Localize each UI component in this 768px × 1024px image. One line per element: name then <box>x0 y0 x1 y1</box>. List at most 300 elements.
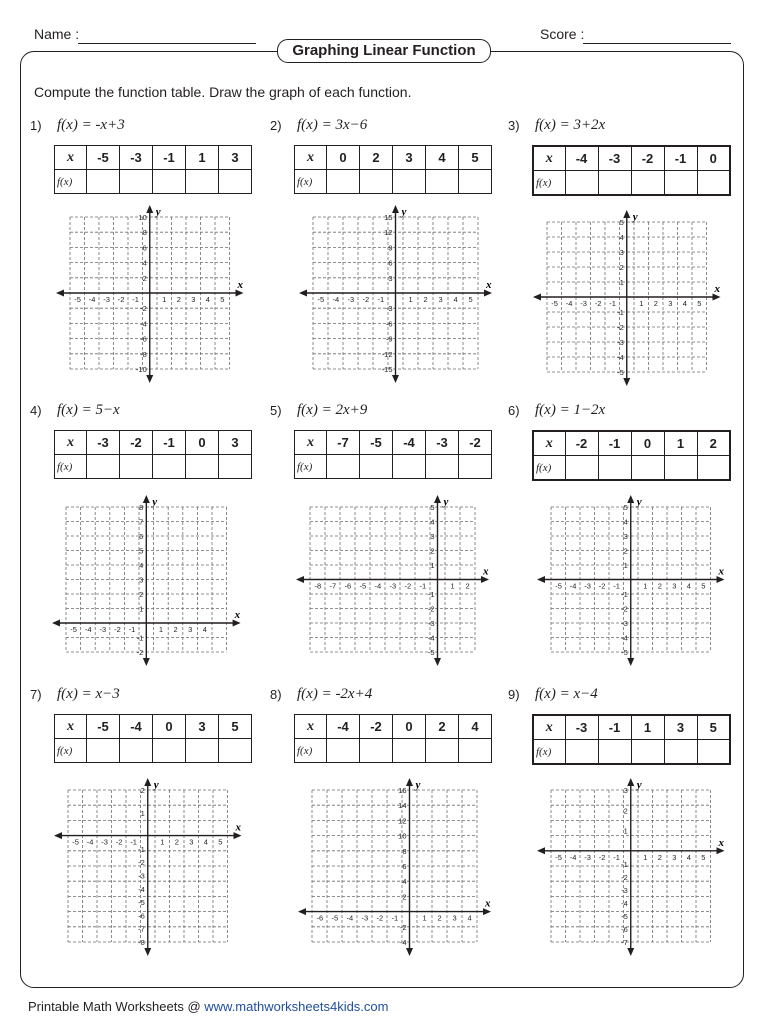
fx-answer-cell[interactable] <box>664 456 697 481</box>
x-value-cell: -7 <box>327 431 360 455</box>
x-tick-label: 1 <box>158 625 164 634</box>
x-tick-label: -3 <box>103 295 110 304</box>
x-tick-label: 1 <box>408 295 413 304</box>
x-tick-label: 4 <box>202 625 207 634</box>
x-value-cell: 3 <box>393 146 426 170</box>
y-tick-label: -1 <box>617 308 624 317</box>
y-tick-label: -6 <box>140 334 147 344</box>
fx-answer-cell[interactable] <box>393 455 426 479</box>
x-value-cell: -4 <box>565 146 598 171</box>
y-axis-label: y <box>636 496 642 508</box>
fx-answer-cell[interactable] <box>186 170 219 194</box>
x-value-cell: -4 <box>327 715 360 739</box>
y-tick-label: -12 <box>381 349 393 359</box>
x-axis-label: x <box>483 565 489 578</box>
x-value-cell: -1 <box>153 431 186 455</box>
x-value-cell: -2 <box>360 715 393 739</box>
x-tick-label: 5 <box>701 581 706 591</box>
y-tick-label: -4 <box>399 938 407 947</box>
y-tick-label: -2 <box>399 922 407 932</box>
y-tick-label: 3 <box>139 575 144 585</box>
x-value-cell: -4 <box>393 431 426 455</box>
fx-answer-cell[interactable] <box>426 170 459 194</box>
y-tick-label: 1 <box>623 561 628 570</box>
fx-answer-cell[interactable] <box>327 455 360 479</box>
fx-answer-cell[interactable] <box>87 455 120 479</box>
x-value-cell: 3 <box>664 715 697 740</box>
fx-answer-cell[interactable] <box>219 455 252 479</box>
coordinate-grid[interactable] <box>532 210 732 390</box>
x-axis-label: x <box>714 283 720 295</box>
function-table <box>532 430 731 481</box>
x-tick-label: -8 <box>314 581 322 591</box>
y-tick-label: 2 <box>140 786 145 795</box>
axis-arrowhead <box>144 778 151 786</box>
y-tick-label: 6 <box>402 862 407 871</box>
y-tick-label: -3 <box>427 619 435 628</box>
x-tick-label: -5 <box>331 913 339 923</box>
y-tick-label: 1 <box>139 604 144 614</box>
x-value-cell: -2 <box>631 146 664 171</box>
y-tick-label: -4 <box>140 319 147 329</box>
y-tick-label: 12 <box>398 816 407 826</box>
function-expression: f(x) = -2x+4 <box>297 686 373 702</box>
x-tick-label: 1 <box>450 581 455 591</box>
y-tick-label: 3 <box>619 248 624 257</box>
coordinate-grid[interactable] <box>536 495 736 670</box>
x-tick-label: -5 <box>359 581 367 591</box>
y-tick-label: -9 <box>385 334 393 344</box>
x-axis-label: x <box>718 565 724 578</box>
y-tick-label: -6 <box>138 911 145 921</box>
fx-answer-cell[interactable] <box>631 740 664 765</box>
y-tick-label: 3 <box>430 532 435 541</box>
fx-answer-cell[interactable] <box>327 739 360 763</box>
axis-arrowhead <box>299 290 307 297</box>
x-value-cell: 2 <box>360 146 393 170</box>
y-tick-label: 4 <box>623 517 628 527</box>
x-tick-label: 4 <box>205 295 210 304</box>
x-tick-label: -4 <box>88 295 96 304</box>
problem-number: 7) <box>30 687 42 702</box>
x-value-cell: -5 <box>87 146 120 170</box>
y-tick-label: 1 <box>140 808 145 818</box>
y-tick-label: 6 <box>388 258 393 268</box>
problem-number: 3) <box>508 118 520 133</box>
function-expression: f(x) = 2x+9 <box>297 402 368 418</box>
axis-arrowhead <box>406 948 413 956</box>
x-tick-label: -1 <box>419 581 427 591</box>
y-tick-label: -2 <box>621 872 628 882</box>
fx-answer-cell[interactable] <box>565 171 598 196</box>
function-table <box>294 714 492 763</box>
x-tick-label: 2 <box>174 837 179 847</box>
y-tick-label: -1 <box>621 590 628 599</box>
x-tick-label: -4 <box>569 581 577 591</box>
fx-header: f(x) <box>533 171 565 196</box>
y-tick-label: 2 <box>623 546 628 556</box>
axis-arrowhead <box>623 378 630 386</box>
fx-answer-cell[interactable] <box>426 455 459 479</box>
axis-arrowhead <box>434 658 441 666</box>
x-tick-label: -2 <box>117 295 125 304</box>
axis-arrowhead <box>627 948 634 956</box>
function-table <box>294 145 492 194</box>
y-tick-label: -8 <box>138 938 145 947</box>
x-header: x <box>295 431 327 455</box>
coordinate-grid[interactable] <box>298 205 503 387</box>
x-header: x <box>533 431 565 456</box>
x-tick-label: -3 <box>101 837 108 847</box>
y-tick-label: 16 <box>398 786 407 795</box>
y-axis-label: y <box>153 779 159 791</box>
coordinate-grid[interactable] <box>295 495 500 670</box>
fx-header: f(x) <box>295 455 327 479</box>
x-tick-label: 1 <box>643 581 648 591</box>
axis-arrowhead <box>296 576 304 583</box>
function-expression: f(x) = 1−2x <box>535 402 606 418</box>
fx-answer-cell[interactable] <box>153 739 186 763</box>
y-tick-label: -5 <box>138 898 145 908</box>
x-tick-label: 2 <box>437 913 442 923</box>
y-tick-label: 2 <box>619 263 624 272</box>
fx-answer-cell[interactable] <box>664 740 697 765</box>
x-value-cell: -1 <box>153 146 186 170</box>
fx-answer-cell[interactable] <box>565 456 598 481</box>
x-tick-label: -6 <box>344 581 352 591</box>
y-axis-label: y <box>636 779 642 791</box>
y-tick-label: -4 <box>138 884 145 894</box>
x-tick-label: 5 <box>697 299 702 308</box>
problem-number: 9) <box>508 687 520 702</box>
x-tick-label: 2 <box>465 581 470 591</box>
y-tick-label: 8 <box>142 228 147 238</box>
problem-number: 4) <box>30 403 42 418</box>
x-tick-label: 2 <box>423 295 428 304</box>
y-tick-label: -2 <box>617 323 624 332</box>
y-tick-label: 12 <box>384 228 393 238</box>
coordinate-grid[interactable] <box>297 778 502 960</box>
y-tick-label: 1 <box>623 826 628 836</box>
fx-answer-cell[interactable] <box>459 739 492 763</box>
x-header: x <box>55 715 87 739</box>
y-tick-label: 2 <box>402 892 407 902</box>
x-tick-label: -5 <box>317 295 325 304</box>
y-tick-label: -3 <box>617 338 624 347</box>
fx-header: f(x) <box>55 455 87 479</box>
y-tick-label: -7 <box>621 938 628 947</box>
y-tick-label: 5 <box>430 503 435 512</box>
x-tick-label: 2 <box>657 852 662 862</box>
y-axis-label: y <box>632 211 638 223</box>
x-header: x <box>55 431 87 455</box>
axis-arrowhead <box>537 576 545 583</box>
y-tick-label: -2 <box>427 604 435 614</box>
x-tick-label: 5 <box>218 837 223 847</box>
axis-arrowhead <box>52 620 60 627</box>
y-tick-label: 4 <box>402 877 407 887</box>
y-tick-label: -2 <box>136 648 144 657</box>
y-tick-label: 14 <box>398 801 407 811</box>
y-tick-label: 2 <box>430 546 435 556</box>
fx-answer-cell[interactable] <box>327 170 360 194</box>
footer-link[interactable]: www.mathworksheets4kids.com <box>204 999 389 1014</box>
y-axis-label: y <box>152 496 158 508</box>
x-value-cell: 1 <box>664 431 697 456</box>
y-tick-label: -3 <box>138 871 145 881</box>
fx-answer-cell[interactable] <box>697 456 730 481</box>
fx-answer-cell[interactable] <box>459 455 492 479</box>
fx-answer-cell[interactable] <box>360 455 393 479</box>
function-expression: f(x) = 3x−6 <box>297 117 368 133</box>
fx-header: f(x) <box>295 170 327 194</box>
x-tick-label: 3 <box>188 625 193 634</box>
coordinate-grid[interactable] <box>53 778 253 960</box>
function-expression: f(x) = -x+3 <box>57 117 125 133</box>
x-tick-label: 3 <box>668 299 673 308</box>
x-tick-label: -3 <box>584 852 591 862</box>
fx-answer-cell[interactable] <box>393 739 426 763</box>
x-tick-label: 3 <box>672 852 677 862</box>
y-tick-label: 4 <box>619 233 624 242</box>
x-axis-label: x <box>234 609 241 621</box>
axis-arrowhead <box>627 658 634 666</box>
y-tick-label: 10 <box>398 831 407 841</box>
y-tick-label: -3 <box>621 885 628 895</box>
y-tick-label: 4 <box>142 258 147 268</box>
function-table <box>294 430 492 479</box>
x-tick-label: -3 <box>361 913 369 923</box>
x-tick-label: -3 <box>99 625 107 634</box>
fx-answer-cell[interactable] <box>87 170 120 194</box>
x-tick-label: -2 <box>404 581 412 591</box>
y-tick-label: -4 <box>427 633 435 643</box>
y-tick-label: 3 <box>623 786 628 795</box>
y-tick-label: 7 <box>139 517 144 527</box>
x-tick-label: -4 <box>569 852 577 862</box>
y-tick-label: 5 <box>619 218 624 227</box>
y-tick-label: 4 <box>139 561 144 570</box>
fx-header: f(x) <box>295 739 327 763</box>
y-tick-label: -4 <box>621 633 628 643</box>
y-tick-label: -1 <box>136 633 144 643</box>
fx-answer-cell[interactable] <box>459 170 492 194</box>
y-axis-label: y <box>401 206 407 218</box>
fx-answer-cell[interactable] <box>153 170 186 194</box>
function-expression: f(x) = x−3 <box>57 686 120 702</box>
x-tick-label: 3 <box>672 581 677 591</box>
x-tick-label: 2 <box>176 295 181 304</box>
x-value-cell: -1 <box>598 715 631 740</box>
x-value-cell: -1 <box>664 146 697 171</box>
x-tick-label: -4 <box>346 913 354 923</box>
x-tick-label: -5 <box>555 852 562 862</box>
x-axis-label: x <box>718 836 724 849</box>
x-tick-label: -1 <box>391 913 399 923</box>
name-label: Name : <box>34 26 80 42</box>
fx-answer-cell[interactable] <box>360 170 393 194</box>
x-tick-label: 1 <box>422 913 427 923</box>
function-table <box>532 714 731 765</box>
x-tick-label: -4 <box>86 837 94 847</box>
x-value-cell: -3 <box>87 431 120 455</box>
y-tick-label: -5 <box>621 911 628 921</box>
x-tick-label: -4 <box>332 295 340 304</box>
instructions: Compute the function table. Draw the graph of each function. <box>34 84 412 100</box>
y-axis-label: y <box>415 779 421 791</box>
problem-number: 5) <box>270 403 282 418</box>
x-tick-label: 1 <box>160 837 165 847</box>
x-tick-label: -1 <box>130 837 137 847</box>
x-header: x <box>533 146 565 171</box>
x-tick-label: -4 <box>565 299 573 308</box>
function-expression: f(x) = x−4 <box>535 686 598 702</box>
y-tick-label: -3 <box>385 304 393 314</box>
y-tick-label: 5 <box>623 503 628 512</box>
function-expression: f(x) = 5−x <box>57 402 120 418</box>
fx-answer-cell[interactable] <box>631 456 664 481</box>
fx-answer-cell[interactable] <box>697 740 730 765</box>
score-line[interactable] <box>583 43 731 44</box>
x-axis-label: x <box>485 897 491 910</box>
x-tick-label: -6 <box>316 913 324 923</box>
x-tick-label: -1 <box>613 852 620 862</box>
y-tick-label: -1 <box>138 844 145 854</box>
y-tick-label: 2 <box>623 806 628 816</box>
fx-header: f(x) <box>55 739 87 763</box>
x-tick-label: 4 <box>467 913 472 923</box>
x-tick-label: -5 <box>70 625 77 634</box>
x-tick-label: -5 <box>555 581 562 591</box>
fx-answer-cell[interactable] <box>664 171 697 196</box>
x-tick-label: 3 <box>189 837 194 847</box>
y-tick-label: 5 <box>139 546 144 556</box>
x-tick-label: -5 <box>74 295 81 304</box>
fx-answer-cell[interactable] <box>87 739 120 763</box>
footer-text: Printable Math Worksheets @ <box>28 999 205 1014</box>
fx-answer-cell[interactable] <box>565 740 598 765</box>
coordinate-grid[interactable] <box>536 778 736 960</box>
x-value-cell: -2 <box>120 431 153 455</box>
y-tick-label: 3 <box>388 273 393 283</box>
problem-number: 2) <box>270 118 282 133</box>
x-tick-label: 3 <box>191 295 196 304</box>
x-tick-label: -7 <box>329 581 337 591</box>
fx-answer-cell[interactable] <box>598 740 631 765</box>
y-tick-label: 9 <box>388 243 393 253</box>
x-tick-label: -2 <box>376 913 384 923</box>
fx-answer-cell[interactable] <box>598 456 631 481</box>
fx-answer-cell[interactable] <box>186 739 219 763</box>
x-tick-label: 5 <box>468 295 473 304</box>
x-tick-label: -5 <box>551 299 558 308</box>
fx-answer-cell[interactable] <box>426 739 459 763</box>
fx-answer-cell[interactable] <box>153 455 186 479</box>
x-value-cell: 1 <box>631 715 664 740</box>
function-table <box>54 430 252 479</box>
fx-answer-cell[interactable] <box>631 171 664 196</box>
x-tick-label: -1 <box>609 299 616 308</box>
fx-answer-cell[interactable] <box>186 455 219 479</box>
x-value-cell: 2 <box>426 715 459 739</box>
x-value-cell: 0 <box>631 431 664 456</box>
x-tick-label: -2 <box>598 581 606 591</box>
y-tick-label: 15 <box>384 213 393 222</box>
y-tick-label: -3 <box>621 619 628 628</box>
x-value-cell: -3 <box>120 146 153 170</box>
name-line[interactable] <box>78 43 256 44</box>
axis-arrowhead <box>434 495 441 503</box>
x-tick-label: -2 <box>115 837 123 847</box>
x-value-cell: 0 <box>393 715 426 739</box>
axis-arrowhead <box>143 658 150 666</box>
y-tick-label: -1 <box>621 859 628 869</box>
x-value-cell: 2 <box>697 431 730 456</box>
x-tick-label: 2 <box>657 581 662 591</box>
fx-answer-cell[interactable] <box>393 170 426 194</box>
fx-answer-cell[interactable] <box>120 170 153 194</box>
axis-arrowhead <box>143 495 150 503</box>
y-tick-label: -5 <box>427 648 435 657</box>
x-header: x <box>295 715 327 739</box>
x-tick-label: -1 <box>132 295 139 304</box>
problem-number: 6) <box>508 403 520 418</box>
fx-answer-cell[interactable] <box>120 739 153 763</box>
y-tick-label: -1 <box>427 590 435 599</box>
x-axis-label: x <box>235 821 241 834</box>
fx-answer-cell[interactable] <box>598 171 631 196</box>
x-tick-label: -2 <box>594 299 602 308</box>
y-axis-label: y <box>443 496 449 508</box>
axis-arrowhead <box>627 495 634 503</box>
x-axis-label: x <box>237 279 243 291</box>
axis-arrowhead <box>392 375 399 383</box>
x-tick-label: 1 <box>162 295 167 304</box>
x-tick-label: -3 <box>389 581 397 591</box>
x-axis-label: x <box>486 279 492 291</box>
x-value-cell: -3 <box>565 715 598 740</box>
worksheet-title: Graphing Linear Function <box>277 39 491 63</box>
x-value-cell: 3 <box>219 431 252 455</box>
x-header: x <box>295 146 327 170</box>
y-tick-label: -8 <box>140 349 147 359</box>
y-axis-label: y <box>155 206 161 218</box>
y-tick-label: -7 <box>138 924 145 934</box>
y-tick-label: -6 <box>621 924 628 934</box>
fx-answer-cell[interactable] <box>697 171 730 196</box>
y-tick-label: -2 <box>621 604 628 614</box>
function-table <box>54 145 252 194</box>
x-value-cell: 0 <box>186 431 219 455</box>
axis-arrowhead <box>533 294 541 301</box>
fx-answer-cell[interactable] <box>219 170 252 194</box>
problem-number: 8) <box>270 687 282 702</box>
x-tick-label: -1 <box>377 295 385 304</box>
y-tick-label: 8 <box>139 503 144 512</box>
fx-answer-cell[interactable] <box>219 739 252 763</box>
axis-arrowhead <box>146 375 153 383</box>
x-tick-label: 5 <box>220 295 225 304</box>
x-value-cell: 0 <box>153 715 186 739</box>
y-tick-label: -5 <box>617 368 624 377</box>
x-value-cell: 5 <box>219 715 252 739</box>
coordinate-grid[interactable] <box>55 205 255 387</box>
x-value-cell: -3 <box>598 146 631 171</box>
coordinate-grid[interactable] <box>51 495 252 670</box>
fx-answer-cell[interactable] <box>360 739 393 763</box>
fx-answer-cell[interactable] <box>120 455 153 479</box>
axis-arrowhead <box>56 290 64 297</box>
